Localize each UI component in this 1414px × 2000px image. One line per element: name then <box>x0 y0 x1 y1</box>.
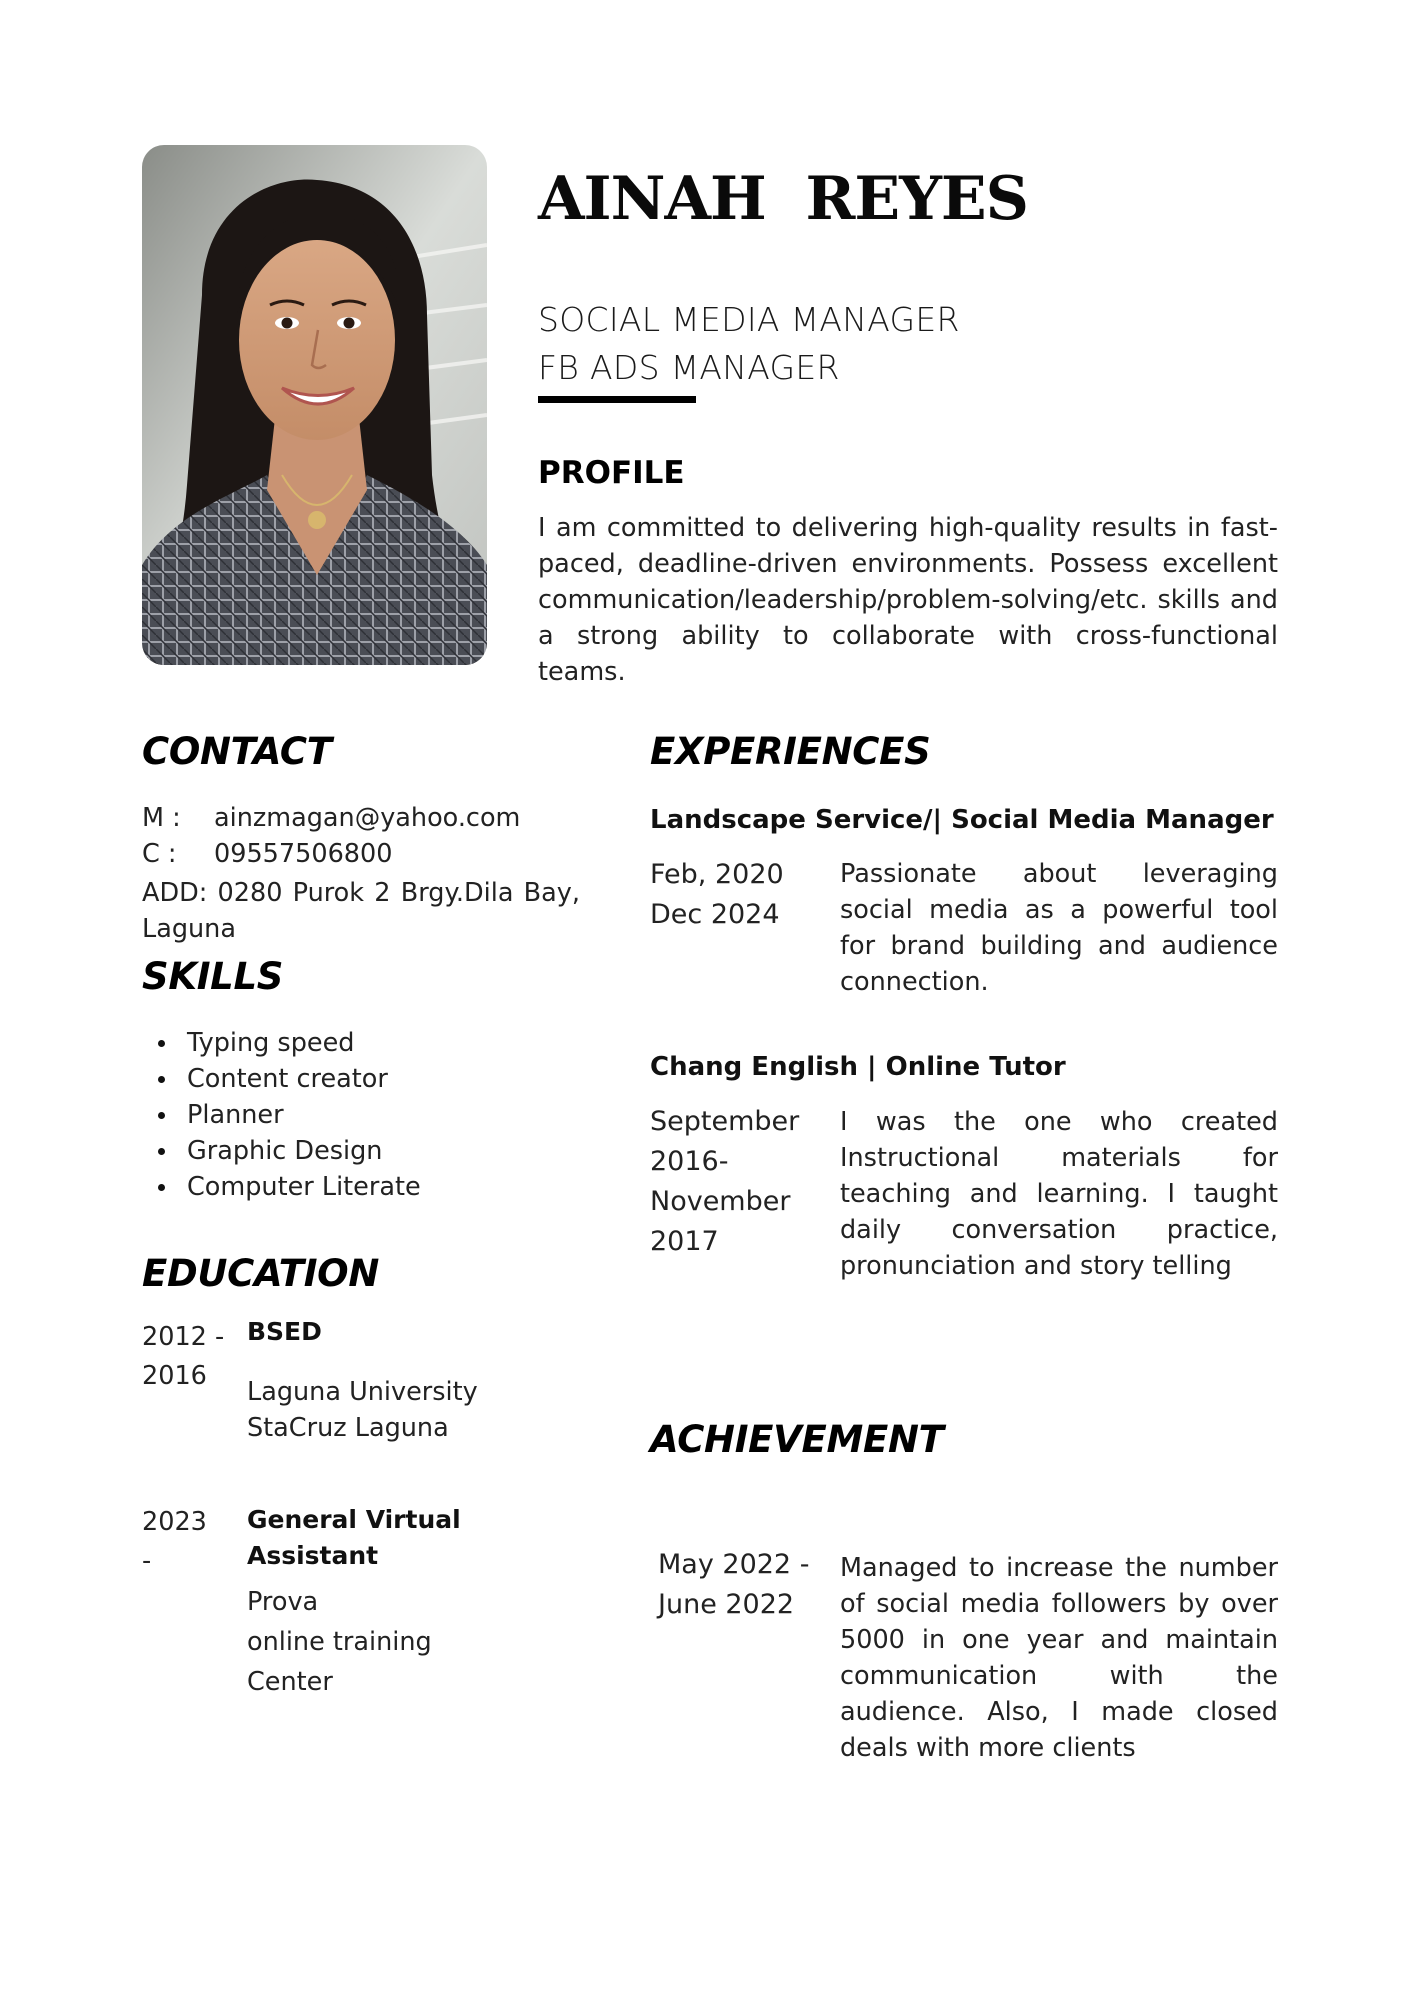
education-school-line: StaCruz Laguna <box>247 1413 449 1443</box>
job-date-line: 2016- <box>650 1146 729 1177</box>
contact-email-row <box>142 803 520 833</box>
skill-item: Planner <box>142 1097 421 1133</box>
skill-item: Computer Literate <box>142 1169 421 1205</box>
job-title: Landscape Service/| Social Media Manager <box>650 805 1274 835</box>
profile-photo <box>142 145 487 665</box>
achievement-dates <box>658 1545 818 1625</box>
experiences-heading: EXPERIENCES <box>650 730 931 773</box>
skills-heading: SKILLS <box>142 955 284 998</box>
job-date-line: Feb, 2020 <box>650 859 784 890</box>
education-school <box>247 1374 478 1446</box>
profile-heading: PROFILE <box>538 455 685 491</box>
job-date-line: September <box>650 1106 800 1137</box>
email-value: ainzmagan@yahoo.com <box>214 803 521 833</box>
skill-item: Graphic Design <box>142 1133 421 1169</box>
job-title: Chang English | Online Tutor <box>650 1052 1066 1082</box>
achievement-description: Managed to increase the number of social media followers by over 5000 in one year and maintain communication with the audience. Also, I made closed deals with more clients <box>840 1553 1278 1763</box>
education-heading: EDUCATION <box>142 1252 380 1295</box>
skills-list <box>142 1025 421 1205</box>
job-title-line-1: SOCIAL MEDIA MANAGER <box>538 300 960 339</box>
contact-heading: CONTACT <box>142 730 332 773</box>
job-description: Passionate about leveraging social media as a powerful tool for brand building and audience connection. <box>840 859 1278 997</box>
education-year-end: - <box>142 1546 152 1576</box>
job-date-line: Dec 2024 <box>650 899 780 930</box>
job-dates <box>650 855 810 935</box>
education-school-line: online training <box>247 1627 432 1657</box>
education-year-start: 2012 - <box>142 1322 225 1352</box>
job-date-line: 2017 <box>650 1226 719 1257</box>
education-year-end: 2016 <box>142 1361 207 1391</box>
candidate-name: AINAH REYES <box>538 164 1028 234</box>
contact-address: ADD: 0280 Purok 2 Brgy.Dila Bay, Laguna <box>142 878 580 944</box>
education-year <box>142 1318 232 1396</box>
title-underline <box>538 396 696 403</box>
education-year-start: 2023 <box>142 1507 207 1537</box>
profile-summary: I am committed to delivering high-quality results in fast-paced, deadline-driven environments. Possess excellent communication/leadership/problem-solving/etc. skills and a strong ability to collaborate with cross-functional teams. <box>538 513 1278 687</box>
education-school-line: Center <box>247 1667 333 1697</box>
education-school-line: Prova <box>247 1587 319 1617</box>
education-degree <box>247 1502 461 1574</box>
education-degree: BSED <box>247 1317 322 1346</box>
job-dates <box>650 1102 810 1262</box>
education-school-line: Laguna University <box>247 1377 478 1407</box>
achievement-heading: ACHIEVEMENT <box>650 1418 944 1461</box>
job-title-line-2: FB ADS MANAGER <box>538 348 840 387</box>
education-year <box>142 1503 232 1581</box>
education-school <box>247 1582 432 1702</box>
email-label: M : <box>142 803 181 833</box>
contact-phone-row <box>142 839 392 869</box>
skill-item: Typing speed <box>142 1025 421 1061</box>
skill-item: Content creator <box>142 1061 421 1097</box>
achievement-date-line: May 2022 - <box>658 1549 810 1580</box>
phone-label: C : <box>142 839 177 869</box>
job-date-line: November <box>650 1186 791 1217</box>
achievement-date-line: June 2022 <box>658 1589 795 1620</box>
education-degree-line: Assistant <box>247 1541 379 1570</box>
job-description: I was the one who created Instructional materials for teaching and learning. I taught daily conversation practice, pronunciation and story telling <box>840 1107 1278 1281</box>
education-degree-line: General Virtual <box>247 1505 461 1534</box>
phone-value: 09557506800 <box>214 839 393 869</box>
